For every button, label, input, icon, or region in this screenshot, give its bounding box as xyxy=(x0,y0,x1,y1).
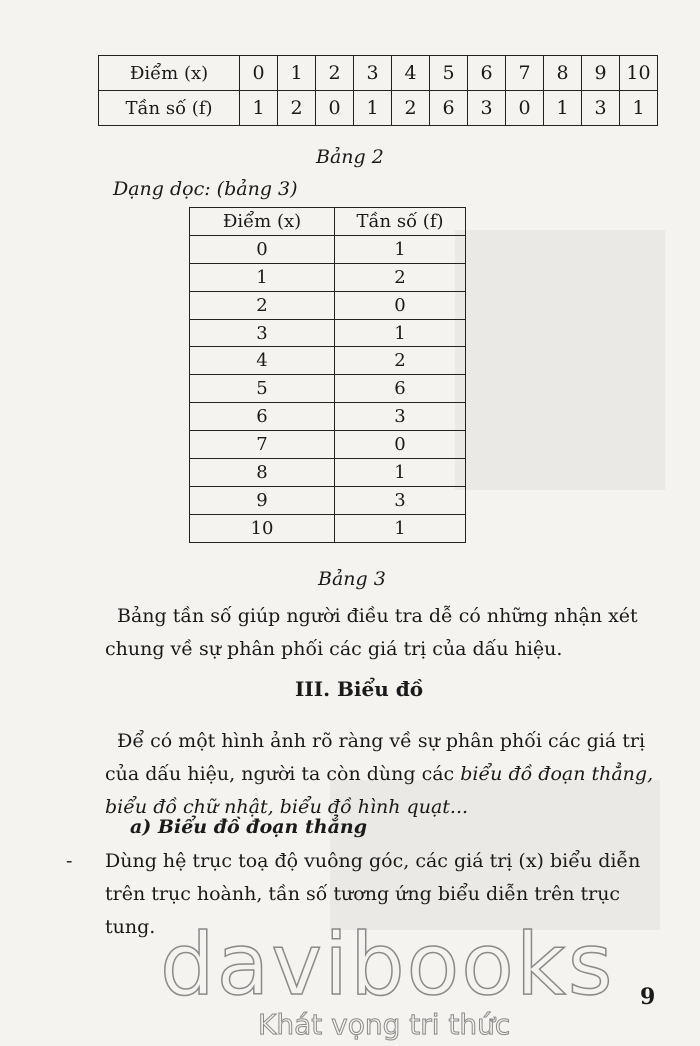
frequency-table-horizontal xyxy=(98,55,658,126)
score-cell: 4 xyxy=(190,347,335,375)
table-row xyxy=(190,431,466,459)
frequency-cell: 3 xyxy=(468,91,506,126)
frequency-table-vertical xyxy=(189,207,466,543)
score-cell: 6 xyxy=(468,56,506,91)
table-row xyxy=(190,375,466,403)
frequency-cell: 1 xyxy=(240,91,278,126)
frequency-cell: 1 xyxy=(335,514,466,542)
score-cell: 0 xyxy=(190,235,335,263)
table-row xyxy=(190,403,466,431)
table-header-row xyxy=(190,208,466,236)
score-cell: 2 xyxy=(190,291,335,319)
score-cell: 0 xyxy=(240,56,278,91)
frequency-cell: 0 xyxy=(506,91,544,126)
frequency-cell: 1 xyxy=(335,235,466,263)
table-row xyxy=(190,291,466,319)
score-cell: 7 xyxy=(190,431,335,459)
score-cell: 8 xyxy=(190,459,335,487)
frequency-cell: 3 xyxy=(335,486,466,514)
score-cell: 9 xyxy=(190,486,335,514)
column-header-frequency: Tần số (f) xyxy=(335,208,466,236)
column-header-score: Điểm (x) xyxy=(190,208,335,236)
vertical-format-label: Dạng dọc: (bảng 3) xyxy=(113,178,298,200)
frequency-cell: 6 xyxy=(430,91,468,126)
frequency-cell: 1 xyxy=(335,459,466,487)
score-cell: 2 xyxy=(316,56,354,91)
frequency-cell: 1 xyxy=(335,319,466,347)
score-cell: 3 xyxy=(354,56,392,91)
frequency-cell: 6 xyxy=(335,375,466,403)
table-row xyxy=(190,459,466,487)
frequency-cell: 3 xyxy=(335,403,466,431)
page-number: 9 xyxy=(640,984,656,1010)
bullet-text: Dùng hệ trục toạ độ vuông góc, các giá trị (x) biểu diễn trên trục hoành, tần số tương ứng biểu diễn trên trục tung. xyxy=(105,850,641,938)
frequency-cell: 2 xyxy=(278,91,316,126)
frequency-cell: 3 xyxy=(582,91,620,126)
table-row-frequencies xyxy=(99,91,658,126)
section-heading: III. Biểu đồ xyxy=(295,677,424,701)
score-cell: 5 xyxy=(190,375,335,403)
score-cell: 10 xyxy=(620,56,658,91)
row-header-score: Điểm (x) xyxy=(99,56,240,91)
watermark-logo-brand: davibooks xyxy=(160,915,615,1015)
score-cell: 10 xyxy=(190,514,335,542)
table-row xyxy=(190,486,466,514)
paragraph-frequency-table: Bảng tần số giúp người điều tra dễ có những nhận xét chung về sự phân phối các giá trị của dấu hiệu. xyxy=(105,605,638,660)
row-header-frequency: Tần số (f) xyxy=(99,91,240,126)
watermark-slogan: Khát vọng tri thức xyxy=(258,1008,511,1041)
score-cell: 3 xyxy=(190,319,335,347)
score-cell: 7 xyxy=(506,56,544,91)
bullet-dash: - xyxy=(66,850,73,872)
table-row-scores xyxy=(99,56,658,91)
show-through-chart xyxy=(455,230,665,490)
score-cell: 5 xyxy=(430,56,468,91)
frequency-cell: 0 xyxy=(316,91,354,126)
frequency-cell: 2 xyxy=(392,91,430,126)
chart-types-italic: biểu đồ đoạn thẳng, biểu đồ chữ nhật, biểu đồ hình quạt... xyxy=(105,763,654,818)
score-cell: 1 xyxy=(190,263,335,291)
frequency-cell: 1 xyxy=(620,91,658,126)
frequency-cell: 0 xyxy=(335,431,466,459)
frequency-cell: 2 xyxy=(335,263,466,291)
table-row xyxy=(190,347,466,375)
paragraph-text: Để có một hình ảnh rõ ràng về sự phân phối các giá trị của dấu hiệu, người ta còn dùng các xyxy=(105,730,646,785)
table-caption-3: Bảng 3 xyxy=(318,568,386,590)
frequency-cell: 0 xyxy=(335,291,466,319)
table-caption-2: Bảng 2 xyxy=(316,146,384,168)
paragraph-charts-intro xyxy=(105,725,665,824)
frequency-cell: 1 xyxy=(354,91,392,126)
score-cell: 8 xyxy=(544,56,582,91)
table-row xyxy=(190,263,466,291)
score-cell: 9 xyxy=(582,56,620,91)
score-cell: 6 xyxy=(190,403,335,431)
frequency-cell: 1 xyxy=(544,91,582,126)
subheading-line-chart: a) Biểu đồ đoạn thẳng xyxy=(130,816,367,838)
score-cell: 1 xyxy=(278,56,316,91)
frequency-cell: 2 xyxy=(335,347,466,375)
table-row xyxy=(190,235,466,263)
score-cell: 4 xyxy=(392,56,430,91)
table-row xyxy=(190,319,466,347)
table-row xyxy=(190,514,466,542)
